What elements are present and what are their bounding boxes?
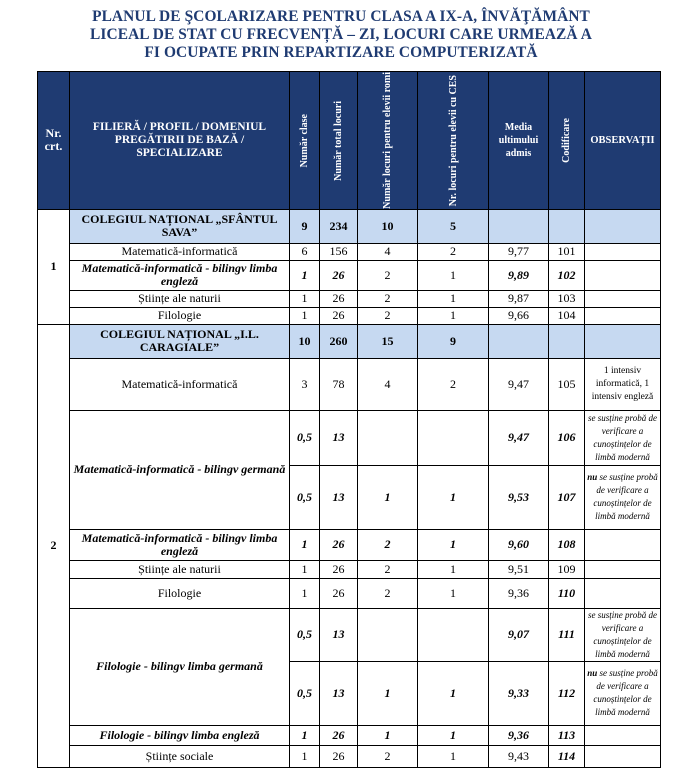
obs-cell xyxy=(585,260,661,290)
ces-cell: 2 xyxy=(418,243,489,260)
cod-cell: 108 xyxy=(549,529,585,560)
school-2-media xyxy=(489,324,549,358)
table-row xyxy=(38,578,661,608)
obs-cell: se susține probă de verificare a cunoștințelor de limbă modernă xyxy=(585,608,661,661)
school-1-nr: 1 xyxy=(38,209,70,324)
table-row xyxy=(38,243,661,260)
clase-cell: 3 xyxy=(290,358,320,410)
total-cell: 26 xyxy=(320,725,358,745)
header-media: Media ultimului admis xyxy=(489,72,549,210)
ces-cell: 1 xyxy=(418,578,489,608)
cod-cell: 103 xyxy=(549,290,585,307)
spec-cell: Matematică-informatică - bilingv limba engleză xyxy=(70,529,290,560)
obs-cell xyxy=(585,578,661,608)
obs-cell: nu se susține probă de verificare a cunoștințelor de limbă modernă xyxy=(585,661,661,725)
title-line-1: PLANUL DE ŞCOLARIZARE PENTRU CLASA A IX-A, ÎNVĂŢĂMÂNT xyxy=(92,8,590,25)
media-cell: 9,66 xyxy=(489,307,549,324)
obs-cell xyxy=(585,725,661,745)
ces-cell: 2 xyxy=(418,358,489,410)
school-2-nr: 2 xyxy=(38,324,70,767)
romi-cell: 2 xyxy=(358,290,418,307)
total-cell: 13 xyxy=(320,410,358,465)
clase-cell: 0,5 xyxy=(290,465,320,529)
total-cell: 26 xyxy=(320,529,358,560)
title-line-2: LICEAL DE STAT CU FRECVENȚĂ – ZI, LOCURI CARE URMEAZĂ A xyxy=(90,26,592,43)
cod-cell: 102 xyxy=(549,260,585,290)
ces-cell: 1 xyxy=(418,307,489,324)
table-row xyxy=(38,529,661,560)
table-row xyxy=(38,410,661,465)
media-cell: 9,33 xyxy=(489,661,549,725)
school-1-ces: 5 xyxy=(418,209,489,243)
spec-cell: Matematică-informatică xyxy=(70,243,290,260)
cod-cell: 109 xyxy=(549,560,585,578)
header-romi: Număr locuri pentru elevii romi xyxy=(358,72,418,210)
table-row xyxy=(38,290,661,307)
cod-cell: 101 xyxy=(549,243,585,260)
clase-cell: 0,5 xyxy=(290,410,320,465)
clase-cell: 1 xyxy=(290,307,320,324)
cod-cell: 110 xyxy=(549,578,585,608)
header-nr-clase: Număr clase xyxy=(290,72,320,210)
romi-cell: 1 xyxy=(358,725,418,745)
cod-cell: 112 xyxy=(549,661,585,725)
school-1-clase: 9 xyxy=(290,209,320,243)
romi-cell: 4 xyxy=(358,358,418,410)
spec-cell: Matematică-informatică - bilingv germană xyxy=(70,410,290,529)
header-nr: Nr. crt. xyxy=(38,72,70,210)
clase-cell: 1 xyxy=(290,290,320,307)
total-cell: 13 xyxy=(320,465,358,529)
title-line-3: FI OCUPATE PRIN REPARTIZARE COMPUTERIZATĂ xyxy=(144,44,538,61)
media-cell: 9,53 xyxy=(489,465,549,529)
spec-cell: Filologie - bilingv limba engleză xyxy=(70,725,290,745)
school-1-section xyxy=(38,209,661,324)
school-2-section xyxy=(38,324,661,767)
table-row xyxy=(38,260,661,290)
media-cell: 9,07 xyxy=(489,608,549,661)
school-1-obs xyxy=(585,209,661,243)
spec-cell: Științe sociale xyxy=(70,745,290,767)
romi-cell xyxy=(358,608,418,661)
media-cell: 9,51 xyxy=(489,560,549,578)
school-1-media xyxy=(489,209,549,243)
total-cell: 26 xyxy=(320,307,358,324)
clase-cell: 1 xyxy=(290,578,320,608)
romi-cell: 4 xyxy=(358,243,418,260)
spec-cell: Filologie xyxy=(70,578,290,608)
total-cell: 26 xyxy=(320,745,358,767)
clase-cell: 1 xyxy=(290,260,320,290)
obs-cell xyxy=(585,307,661,324)
romi-cell: 2 xyxy=(358,560,418,578)
media-cell: 9,60 xyxy=(489,529,549,560)
cod-cell: 104 xyxy=(549,307,585,324)
cod-cell: 111 xyxy=(549,608,585,661)
table-row xyxy=(38,745,661,767)
media-cell: 9,87 xyxy=(489,290,549,307)
school-1-total: 234 xyxy=(320,209,358,243)
spec-cell: Filologie - bilingv limba germană xyxy=(70,608,290,725)
table-row xyxy=(38,560,661,578)
total-cell: 78 xyxy=(320,358,358,410)
schooling-plan-table xyxy=(37,71,661,768)
obs-cell xyxy=(585,290,661,307)
obs-cell xyxy=(585,745,661,767)
school-1-romi: 10 xyxy=(358,209,418,243)
obs-cell xyxy=(585,529,661,560)
clase-cell: 0,5 xyxy=(290,608,320,661)
romi-cell: 2 xyxy=(358,529,418,560)
ces-cell: 1 xyxy=(418,465,489,529)
header-row xyxy=(38,72,661,210)
header-codificare: Codificare xyxy=(549,72,585,210)
ces-cell: 1 xyxy=(418,725,489,745)
ces-cell: 1 xyxy=(418,529,489,560)
spec-cell: Filologie xyxy=(70,307,290,324)
media-cell: 9,89 xyxy=(489,260,549,290)
clase-cell: 1 xyxy=(290,725,320,745)
total-cell: 26 xyxy=(320,578,358,608)
ces-cell xyxy=(418,410,489,465)
clase-cell: 1 xyxy=(290,560,320,578)
school-1-row xyxy=(38,209,661,243)
school-2-name: COLEGIUL NAȚIONAL „I.L. CARAGIALE” xyxy=(70,324,290,358)
school-2-total: 260 xyxy=(320,324,358,358)
school-2-cod xyxy=(549,324,585,358)
school-1-name: COLEGIUL NAȚIONAL „SFÂNTUL SAVA” xyxy=(70,209,290,243)
obs-cell: se susține probă de verificare a cunoștințelor de limbă modernă xyxy=(585,410,661,465)
clase-cell: 1 xyxy=(290,745,320,767)
romi-cell: 2 xyxy=(358,745,418,767)
school-2-obs xyxy=(585,324,661,358)
clase-cell: 0,5 xyxy=(290,661,320,725)
school-2-clase: 10 xyxy=(290,324,320,358)
romi-cell: 1 xyxy=(358,465,418,529)
ces-cell: 1 xyxy=(418,260,489,290)
cod-cell: 113 xyxy=(549,725,585,745)
total-cell: 26 xyxy=(320,260,358,290)
media-cell: 9,47 xyxy=(489,358,549,410)
table-row xyxy=(38,608,661,661)
total-cell: 13 xyxy=(320,608,358,661)
obs-cell: 1 intensiv informatică, 1 intensiv engleză xyxy=(585,358,661,410)
school-2-row xyxy=(38,324,661,358)
header-nr-total: Număr total locuri xyxy=(320,72,358,210)
spec-cell: Științe ale naturii xyxy=(70,560,290,578)
header-ces: Nr. locuri pentru elevii cu CES xyxy=(418,72,489,210)
school-1-cod xyxy=(549,209,585,243)
media-cell: 9,36 xyxy=(489,725,549,745)
header-observatii: OBSERVAȚII xyxy=(585,72,661,210)
table-row xyxy=(38,307,661,324)
obs-cell: nu se susține probă de verificare a cunoștințelor de limbă modernă xyxy=(585,465,661,529)
header-filiera: FILIERĂ / PROFIL / DOMENIUL PREGĂTIRII DE BAZĂ / SPECIALIZARE xyxy=(70,72,290,210)
romi-cell: 2 xyxy=(358,260,418,290)
media-cell: 9,47 xyxy=(489,410,549,465)
spec-cell: Matematică-informatică - bilingv limba engleză xyxy=(70,260,290,290)
school-2-romi: 15 xyxy=(358,324,418,358)
romi-cell: 2 xyxy=(358,307,418,324)
clase-cell: 6 xyxy=(290,243,320,260)
ces-cell xyxy=(418,608,489,661)
spec-cell: Științe ale naturii xyxy=(70,290,290,307)
cod-cell: 107 xyxy=(549,465,585,529)
media-cell: 9,77 xyxy=(489,243,549,260)
total-cell: 156 xyxy=(320,243,358,260)
obs-cell xyxy=(585,560,661,578)
spec-cell: Matematică-informatică xyxy=(70,358,290,410)
total-cell: 26 xyxy=(320,290,358,307)
romi-cell: 2 xyxy=(358,578,418,608)
table-row xyxy=(38,358,661,410)
cod-cell: 105 xyxy=(549,358,585,410)
ces-cell: 1 xyxy=(418,745,489,767)
table-row xyxy=(38,725,661,745)
media-cell: 9,36 xyxy=(489,578,549,608)
cod-cell: 114 xyxy=(549,745,585,767)
document-title xyxy=(0,8,682,62)
romi-cell: 1 xyxy=(358,661,418,725)
cod-cell: 106 xyxy=(549,410,585,465)
total-cell: 26 xyxy=(320,560,358,578)
romi-cell xyxy=(358,410,418,465)
ces-cell: 1 xyxy=(418,560,489,578)
total-cell: 13 xyxy=(320,661,358,725)
school-2-ces: 9 xyxy=(418,324,489,358)
clase-cell: 1 xyxy=(290,529,320,560)
ces-cell: 1 xyxy=(418,290,489,307)
obs-cell xyxy=(585,243,661,260)
media-cell: 9,43 xyxy=(489,745,549,767)
ces-cell: 1 xyxy=(418,661,489,725)
